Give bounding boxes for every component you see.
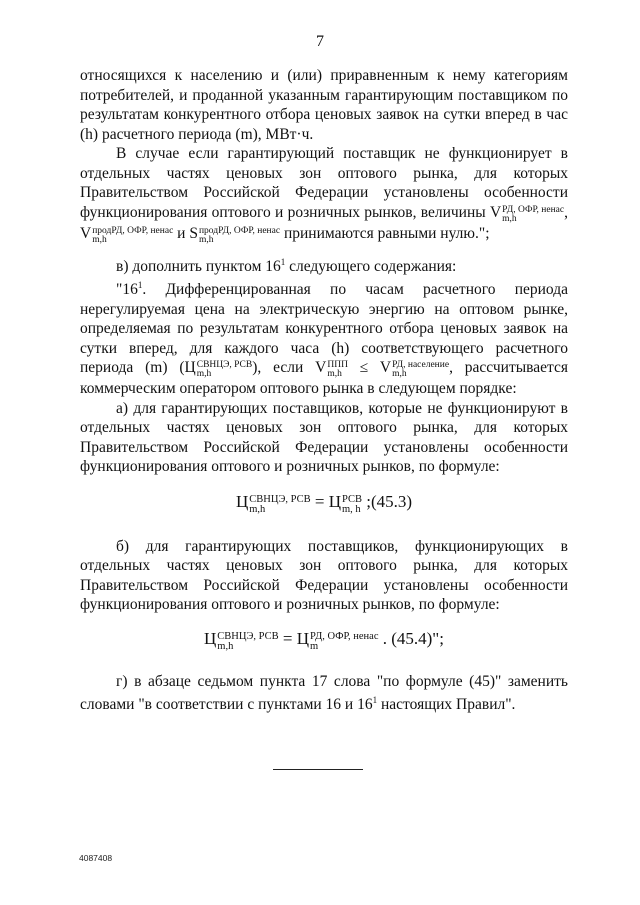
footer-divider [273,769,363,770]
document-body [80,66,568,715]
paragraph-3: в) дополнить пунктом $16^1$ следующего содержания: [116,256,457,275]
symbol-v-rd-ofr-nenas: V РД, ОФР, ненас m,h , [489,203,568,224]
paragraph-7: г) в абзаце седьмом пункта 17 слова "по формуле (45)" заменить словами "в соответствии с пунктами 16 и $16^1$ настоящих Правил". [80,672,568,714]
formula-45-3: Ц СВНЦЭ, РСВ m,h = Ц РСВ m, h ;(45.3) [235,491,413,515]
symbol-c-svnce-rsv: Ц СВНЦЭ, РСВ m,h [184,359,253,380]
paragraph-2-text: В случае если гарантирующий поставщик не функционирует в отдельных частях ценовых зон оптового рынка, для которых Правительством Российской Федерации установлены особенности функционирования оптового и розничных рынков, величины [80,145,568,221]
symbol-s-prodrd: S продРД, ОФР, ненас m,h [189,224,281,245]
paragraph-2-tail: принимаются равными нулю."; [280,224,490,242]
formula-45-4: Ц СВНЦЭ, РСВ m,h = Ц РД, ОФР, ненас m . (45.4)"; [204,628,444,652]
paragraph-6: б) для гарантирующих поставщиков, функционирующих в отдельных частях ценовых зон оптового рынка, для которых Правительством Российской Федерации установлены особенности функционирования оптового и розничных рынков, по формуле: [80,537,568,614]
paragraph-5: а) для гарантирующих поставщиков, которые не функционируют в отдельных частях ценовых зон оптового рынка, для которых Правительством Российской Федерации установлены особенности функционирования оптового и розничных рынков, по формуле: [80,399,568,476]
paragraph-2: В случае если гарантирующий поставщик не функционирует в отдельных частях ценовых зон оптового рынка, для которых Правительством Российской Федерации установлены особенности функционирования оптового и розничных рынков, величины V РД, ОФР, ненас m,h , V продРД, ОФР, ненас m,h и S продРД, ОФР, ненас m,h принимаются равными нулю."; [80,145,568,245]
inequality-v-ppp: V ППП m,h ≤ V РД, население m,h [315,359,450,380]
paragraph-4: "$16^1$. Дифференцированная по часам расчетного периода нерегулируемая цена на электрическую энергию на оптовом рынке, определяемая по результатам конкурентного отбора ценовых заявок на сутки вперед, для каждого часа (h) соответствующего расчетного периода (m) (Ц СВНЦЭ, РСВ m,h ), если V ППП m,h ≤ V РД, население m,h , рассчитывается коммерческим оператором оптового рынка в следующем порядке: [80,280,568,398]
symbol-v-prodrd: V продРД, ОФР, ненас m,h [80,224,174,245]
document-code: 4087408 [79,853,113,863]
paragraph-1: относящихся к населению и (или) приравненным к нему категориям потребителей, и проданной указанным гарантирующим поставщиком по результатам конкурентного отбора ценовых заявок на сутки вперед в час (h) расчетного периода (m), МВт·ч. [80,67,568,143]
page-number: 7 [316,33,324,50]
